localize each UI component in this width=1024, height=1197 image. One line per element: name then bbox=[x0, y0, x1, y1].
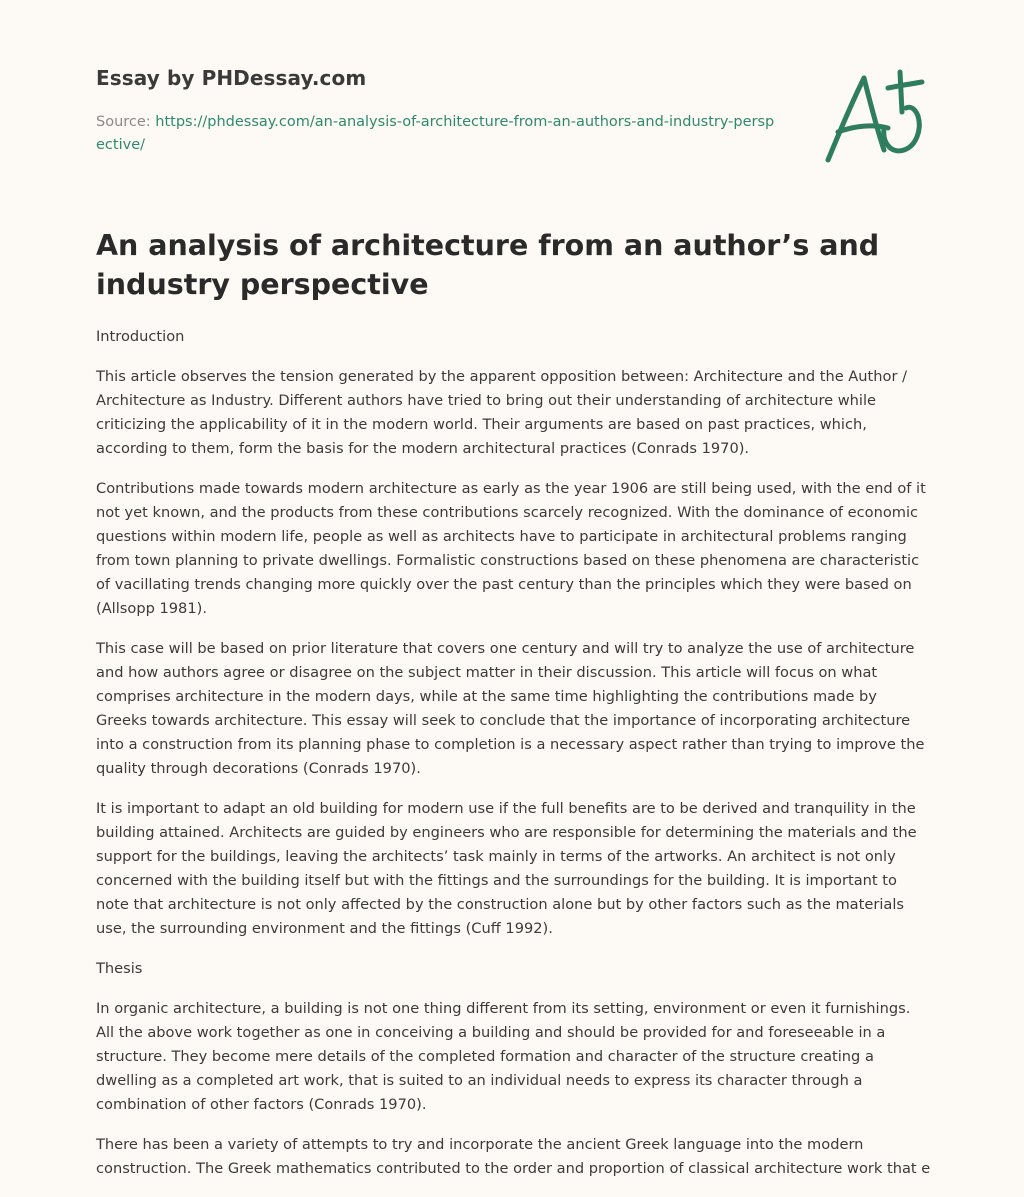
article-title: An analysis of architecture from an author’s and industry perspective bbox=[96, 229, 880, 301]
source-label: Source: bbox=[96, 114, 156, 130]
body-paragraph: This case will be based on prior literature that covers one century and will try to analyze the use of architecture and how authors agree or disagree on the subject matter in their discussion. This article will focus on what comprises architecture in the modern days, while at the same time highlighting the contributions made by Greeks towards architecture. This essay will seek to conclude that the importance of incorporating architecture into a construction from its planning phase to completion is a necessary aspect rather than trying to improve the quality through decorations (Conrads 1970). bbox=[96, 640, 925, 777]
section-heading: Introduction bbox=[96, 328, 185, 345]
section-heading: Thesis bbox=[96, 960, 143, 977]
body-paragraph: There has been a variety of attempts to try and incorporate the ancient Greek language into the modern construction. The Greek mathematics contributed to the order and proportion of classical architecture work that e bbox=[96, 1136, 931, 1177]
body-paragraph: This article observes the tension generated by the apparent opposition between: Architecture and the Author / Architecture as Industry. Different authors have tried to bring out their understanding of architecture while criticizing the applicability of it in the modern world. Their arguments are based on past practices, which, according to them, form the basis for the modern architectural practices (Conrads 1970). bbox=[96, 368, 908, 457]
site-brand: Essay by PHDessay.com bbox=[96, 66, 367, 90]
article-body bbox=[96, 325, 932, 1197]
body-paragraph: In organic architecture, a building is not one thing different from its setting, environment or even it furnishings. All the above work together as one in conceiving a building and should be provided for and foreseeable in a structure. They become mere details of the completed formation and character of the structure creating a dwelling as a completed art work, that is suited to an individual needs to express its character through a combination of other factors (Conrads 1970). bbox=[96, 1000, 911, 1113]
a-plus-logo-icon bbox=[822, 66, 926, 166]
source-link[interactable]: https://phdessay.com/an-analysis-of-architecture-from-an-authors-and-industry-perspective/ bbox=[96, 114, 775, 153]
source-line bbox=[96, 111, 776, 157]
body-paragraph: Contributions made towards modern architecture as early as the year 1906 are still being used, with the end of it not yet known, and the products from these contributions scarcely recognized. With the dominance of economic questions within modern life, people as well as architects have to participate in architectural problems ranging from town planning to private dwellings. Formalistic constructions based on these phenomena are characteristic of vacillating trends changing more quickly over the past century than the principles which they were based on (Allsopp 1981). bbox=[96, 480, 926, 617]
body-paragraph: It is important to adapt an old building for modern use if the full benefits are to be derived and tranquility in the building attained. Architects are guided by engineers who are responsible for determining the materials and the support for the buildings, leaving the architects’ task mainly in terms of the artworks. An architect is not only concerned with the building itself but with the fittings and the surroundings for the building. It is important to note that architecture is not only affected by the construction alone but by other factors such as the materials use, the surrounding environment and the fittings (Cuff 1992). bbox=[96, 800, 917, 937]
